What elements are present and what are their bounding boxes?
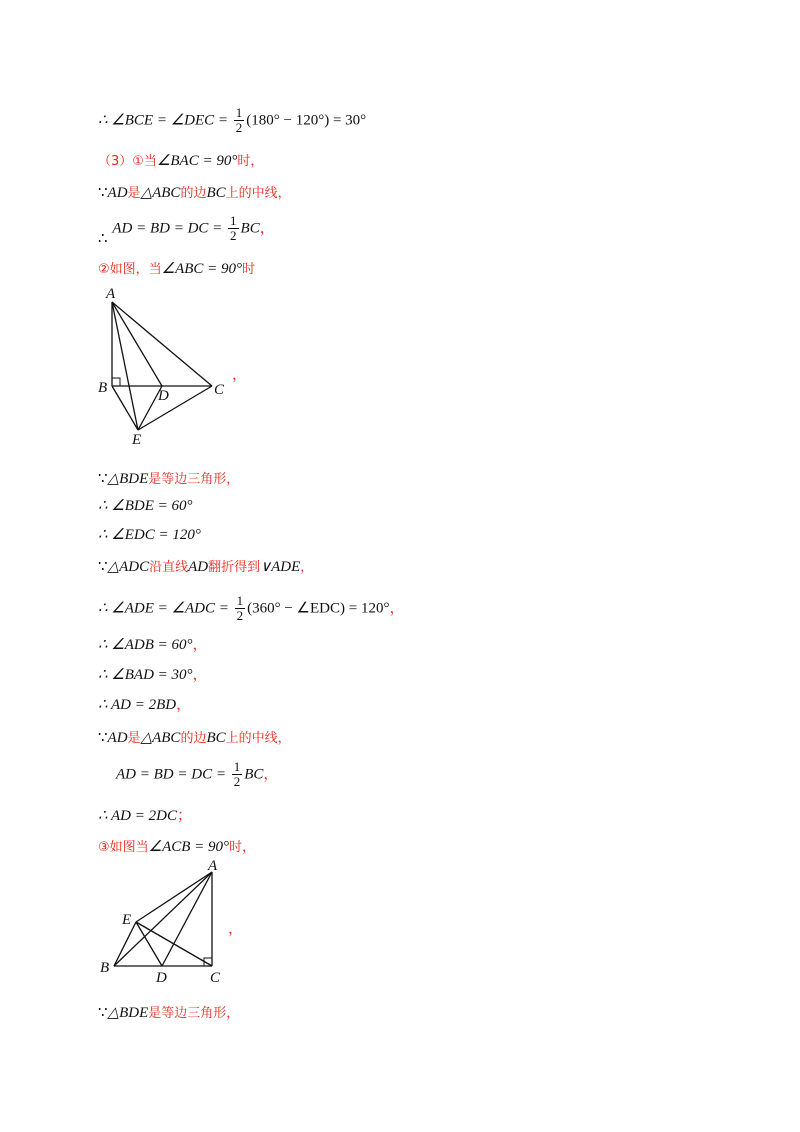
point-label-d: D [158,388,169,404]
segment-ad [112,302,162,386]
point-label-a: A [106,286,116,302]
case-label: ③如图当 [98,840,149,855]
fraction-half: $\frac{1}{2}$ [235,105,243,135]
proof-line-7: ∴ ∠BDE = 60° [98,498,193,514]
proof-line-5: ②如图，当∠ABC = 90°时 [98,261,256,277]
proof-line-17: ③如图当∠ACB = 90°时， [98,839,256,855]
segment-de [136,922,162,966]
case-label: （3）①当 [98,154,157,169]
math-text: (180° − 120°) = 30° [246,112,367,129]
point-label-b: B [100,960,110,976]
math-text: ∠BAC = 90° [156,153,238,169]
point-label-a: A [208,858,218,874]
proof-line-12: ∴ ∠BAD = 30°， [98,665,208,683]
geometry-figure-2 [92,858,242,986]
segment-ce [136,922,212,966]
proof-line-18: ∵△BDE是等边三角形， [98,1005,240,1021]
proof-line-8: ∴ ∠EDC = 120° [98,527,201,543]
proof-line-15: AD = BD = DC = $\frac{1}{2}$ BC， [116,759,279,789]
point-label-c: C [214,382,225,398]
math-text: ∴ ∠BCE = ∠DEC = [98,112,232,129]
segment-ae [136,872,212,922]
segment-ce [138,386,212,430]
point-label-e: E [122,912,132,928]
right-angle-mark [112,378,120,386]
point-label-b: B [98,380,108,396]
proof-line-16: ∴ AD = 2DC； [98,806,192,824]
proof-line-2: （3）①当∠BAC = 90°时， [98,153,264,169]
proof-line-10: ∴ ∠ADE = ∠ADC = $\frac{1}{2}$ (360° − ∠EDC) = 120°， [98,593,405,623]
proof-line-4: ∴ AD = BD = DC = $\frac{1}{2}$ BC， [98,213,275,247]
case-label: ②如图，当 [98,262,162,277]
figure-1-comma: ， [232,365,248,383]
proof-line-6: ∵△BDE是等边三角形， [98,471,240,487]
proof-line-14: ∵AD是△ABC的边BC上的中线， [98,730,291,746]
point-label-d: D [156,970,167,986]
proof-line-13: ∴ AD = 2BD， [98,695,192,713]
figure-2-comma: ， [228,919,244,937]
proof-line-9: ∵△ADC沿直线AD翻折得到∨ADE， [98,559,314,575]
fraction-half: $\frac{1}{2}$ [236,593,244,623]
proof-line-3: ∵AD是△ABC的边BC上的中线， [98,185,291,201]
proof-line-11: ∴ ∠ADB = 60°， [98,635,208,653]
point-label-c: C [210,970,221,986]
point-label-e: E [132,432,142,448]
fraction-half: $\frac{1}{2}$ [230,213,237,243]
proof-line-1 [98,106,366,135]
fraction-half: $\frac{1}{2}$ [233,759,241,789]
segment-be [114,922,136,966]
